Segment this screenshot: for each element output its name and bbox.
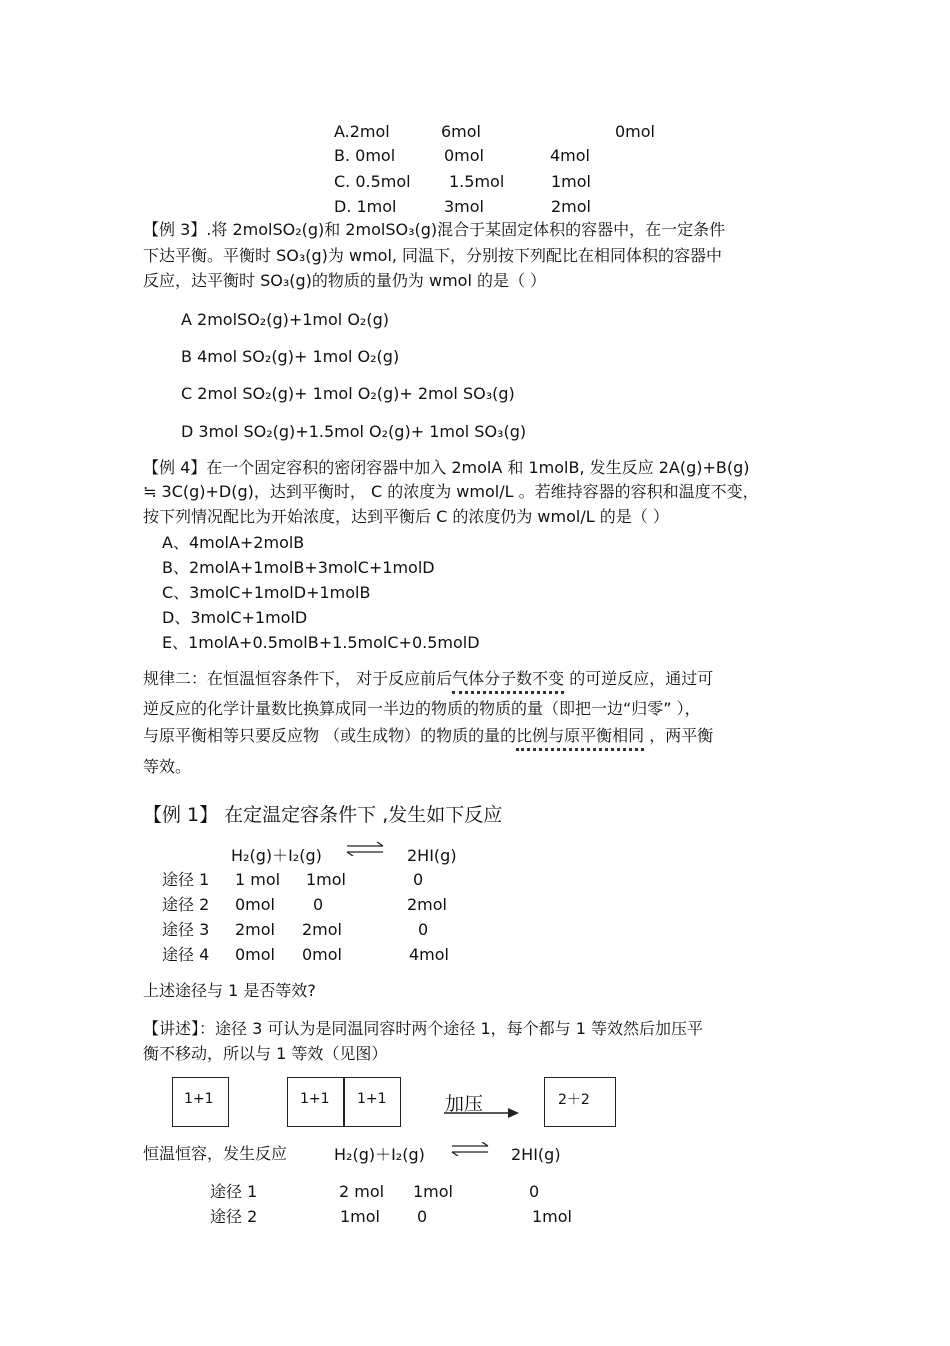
equilibrium-arrows-icon: [345, 842, 387, 856]
container-box-2a: [287, 1077, 345, 1127]
rule2-line-2: 逆反应的化学计量数比换算成同一半边的物质的物质的量（即把一边“归零” ），: [143, 699, 701, 718]
ex1-route-1-hi: 0: [413, 870, 424, 889]
ex1-route-3-label: 途径 3: [162, 920, 210, 939]
rule2-line-4: 等效。: [143, 757, 192, 776]
container-box-2b: [343, 1077, 401, 1127]
rule2-emphasis-2: 比例与原平衡相同: [516, 726, 644, 751]
bottom-route-1-label: 途径 1: [210, 1182, 258, 1201]
prev-option-a-col3: 0mol: [615, 122, 655, 141]
bottom-equation-left: H₂(g)＋I₂(g): [334, 1145, 425, 1164]
prev-option-a-col1: A.2mol: [334, 122, 390, 141]
ex4-option-b: B、2molA+1molB+3molC+1molD: [162, 558, 435, 577]
ex4-option-e: E、1molA+0.5molB+1.5molC+0.5molD: [162, 633, 480, 652]
prev-option-d-col2: 3mol: [444, 197, 484, 216]
ex3-line-2: 下达平衡。平衡时 SO₃(g)为 wmol, 同温下，分别按下列配比在相同体积的容器中: [143, 246, 723, 265]
rule2-line-1c: 的可逆反应，通过可: [564, 669, 714, 688]
ex3-line-3: 反应，达平衡时 SO₃(g)的物质的量仍为 wmol 的是（ ）: [143, 271, 547, 290]
rule2-line-3c: ，两平衡: [644, 726, 714, 745]
bottom-intro: 恒温恒容，发生反应: [143, 1144, 288, 1163]
ex1-equation-left: H₂(g)＋I₂(g): [231, 846, 322, 865]
ex1-question: 上述途径与 1 是否等效?: [143, 981, 316, 1000]
rule2-line-3a: 与原平衡相等只要反应物 （或生成物）的物质的量的: [143, 726, 517, 745]
ex1-route-3-hi: 0: [418, 920, 429, 939]
container-box-1: [172, 1077, 229, 1127]
bottom-equation-right: 2HI(g): [511, 1145, 561, 1164]
arrow-label: 加压: [445, 1093, 484, 1115]
ex1-route-2-label: 途径 2: [162, 895, 210, 914]
prev-option-c-col1: C. 0.5mol: [334, 172, 411, 191]
ex1-route-4-label: 途径 4: [162, 945, 210, 964]
container-box-2a-label: 1+1: [300, 1091, 330, 1107]
bottom-route-2-hi: 1mol: [532, 1207, 572, 1226]
ex3-option-d: D 3mol SO₂(g)+1.5mol O₂(g)+ 1mol SO₃(g): [181, 422, 527, 441]
ex1-route-4-i2: 0mol: [302, 945, 342, 964]
rule2-emphasis-1: 气体分子数不变: [452, 669, 564, 694]
bottom-route-2-i2: 0: [417, 1207, 428, 1226]
rule2-line-3: [143, 726, 713, 746]
prev-option-a-col2: 6mol: [441, 122, 481, 141]
prev-option-b-col2: 0mol: [444, 146, 484, 165]
ex1-route-4-h2: 0mol: [235, 945, 275, 964]
ex4-line-2: ≒ 3C(g)+D(g)，达到平衡时， C 的浓度为 wmol/L 。若维持容器的容积和温度不变，: [143, 482, 759, 501]
prev-option-b-col1: B. 0mol: [334, 146, 396, 165]
container-box-3: [544, 1077, 616, 1127]
ex1-route-3-h2: 2mol: [235, 920, 275, 939]
ex4-option-c: C、3molC+1molD+1molB: [162, 583, 371, 602]
ex1-route-1-h2: 1 mol: [235, 870, 281, 889]
ex3-option-c: C 2mol SO₂(g)+ 1mol O₂(g)+ 2mol SO₃(g): [181, 384, 515, 403]
ex1-route-4-hi: 4mol: [409, 945, 449, 964]
rule2-line-1: [143, 669, 713, 689]
ex1-explain-line-2: 衡不移动，所以与 1 等效（见图）: [143, 1044, 388, 1063]
ex3-line-1: 【例 3】.将 2molSO₂(g)和 2molSO₃(g)混合于某固定体积的容器中，在一定条件: [143, 220, 726, 239]
prev-option-d-col1: D. 1mol: [334, 197, 397, 216]
bottom-route-1-i2: 1mol: [413, 1182, 453, 1201]
equilibrium-arrows-icon-2: [450, 1142, 492, 1156]
ex1-route-1-i2: 1mol: [306, 870, 346, 889]
container-box-1-label: 1+1: [184, 1091, 214, 1107]
ex1-title: 【例 1】 在定温定容条件下 ,发生如下反应: [143, 804, 503, 826]
prev-option-b-col3: 4mol: [550, 146, 590, 165]
ex1-route-2-i2: 0: [313, 895, 324, 914]
ex4-option-a: A、4molA+2molB: [162, 533, 305, 552]
ex4-line-1: 【例 4】在一个固定容积的密闭容器中加入 2molA 和 1molB, 发生反应 2A(g)+B(g): [143, 458, 750, 477]
ex3-option-a: A 2molSO₂(g)+1mol O₂(g): [181, 310, 389, 329]
prev-option-d-col3: 2mol: [551, 197, 591, 216]
bottom-route-1-hi: 0: [529, 1182, 540, 1201]
ex1-equation-right: 2HI(g): [407, 846, 457, 865]
ex1-explain-line-1: 【讲述】：途径 3 可认为是同温同容时两个途径 1，每个都与 1 等效然后加压平: [143, 1019, 703, 1038]
container-box-3-label: 2＋2: [558, 1092, 590, 1108]
right-arrow-icon: [444, 1107, 520, 1119]
ex1-route-3-i2: 2mol: [302, 920, 342, 939]
prev-option-c-col2: 1.5mol: [449, 172, 505, 191]
ex4-option-d: D、3molC+1molD: [162, 608, 308, 627]
prev-option-c-col3: 1mol: [551, 172, 591, 191]
container-box-2b-label: 1+1: [357, 1091, 387, 1107]
ex1-route-2-hi: 2mol: [407, 895, 447, 914]
bottom-route-2-h2: 1mol: [340, 1207, 380, 1226]
bottom-route-2-label: 途径 2: [210, 1207, 258, 1226]
bottom-route-1-h2: 2 mol: [339, 1182, 385, 1201]
ex3-option-b: B 4mol SO₂(g)+ 1mol O₂(g): [181, 347, 400, 366]
rule2-line-1a: 规律二：在恒温恒容条件下， 对于反应前后: [143, 669, 453, 688]
ex1-route-1-label: 途径 1: [162, 870, 210, 889]
ex1-route-2-h2: 0mol: [235, 895, 275, 914]
ex4-line-3: 按下列情况配比为开始浓度，达到平衡后 C 的浓度仍为 wmol/L 的是（ ）: [143, 507, 669, 526]
